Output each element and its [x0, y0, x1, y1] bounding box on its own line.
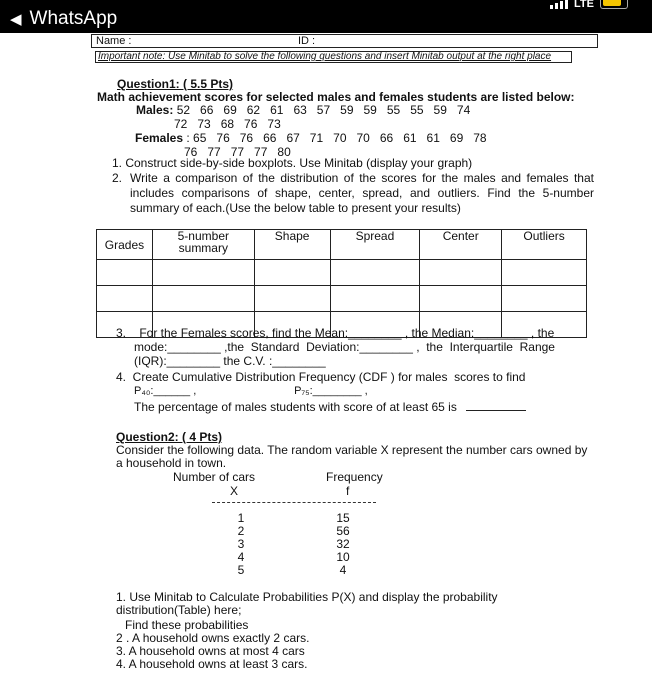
f-values [332, 512, 354, 577]
question-3-line2: mode:________ ,the Standard Deviation:________ , the Interquartile Range [134, 340, 555, 354]
dashed-divider [212, 502, 376, 503]
table-header-center: Center [420, 230, 502, 260]
table-cell[interactable] [152, 260, 254, 286]
signal-icon [550, 0, 568, 9]
network-label: LTE [574, 0, 594, 10]
answer-blank[interactable] [466, 400, 526, 411]
name-label: Name : [96, 35, 132, 47]
x-values [236, 512, 246, 577]
females-scores-line1 [135, 131, 487, 145]
table-cell[interactable] [502, 260, 587, 286]
table-row [97, 260, 587, 286]
females-values-1: : 65 76 76 66 67 71 70 70 66 61 61 69 78 [186, 131, 487, 145]
probability-item-2: 2 . A household owns exactly 2 cars. [116, 631, 310, 645]
item-2-number: 2. [112, 171, 123, 185]
table-header-shape: Shape [254, 230, 330, 260]
battery-icon [600, 0, 628, 9]
find-probabilities: Find these probabilities [125, 618, 249, 632]
back-label: WhatsApp [29, 8, 118, 29]
f-symbol: f [346, 484, 350, 498]
probability-item-3: 3. A household owns at most 4 cars [116, 644, 305, 658]
question-4-percentiles: P₄₀:______ , P₇₅:________ , [134, 385, 368, 397]
status-nav-bar [0, 0, 652, 33]
f-value: 4 [339, 563, 347, 577]
f-value: 56 [336, 524, 350, 538]
question2-heading: Question2: ( 4 Pts) [116, 430, 223, 444]
males-scores-line1 [136, 103, 470, 117]
table-header-spread: Spread [330, 230, 420, 260]
f-value: 10 [336, 550, 350, 564]
item-2-text: Write a comparison of the distribution of the scores for the males and females that includes comparisons of shape, center, spread, and outliers. Find the 5-number summary of each.(Use the below table to present your results) [130, 171, 594, 215]
table-header-5num: 5-number summary [152, 230, 254, 260]
question-3-line1: 3. For the Females scores, find the Mean:________ , the Median:________ , the [116, 326, 555, 340]
females-values-2: 76 77 77 77 80 [184, 145, 291, 159]
percentage-text: The percentage of males students with score of at least 65 is [134, 400, 457, 414]
table-gap [97, 286, 587, 312]
results-table [96, 229, 587, 338]
question2-text: Consider the following data. The random variable X represent the number cars owned by a household in town. [116, 443, 588, 470]
document-page[interactable] [0, 33, 652, 700]
x-value: 3 [237, 537, 245, 551]
back-arrow-icon: ◀ [10, 11, 22, 28]
f-value: 15 [336, 511, 350, 525]
cars-column-header: Number of cars [173, 470, 256, 484]
question1-subtitle: Math achievement scores for selected males and females students are listed below: [97, 90, 575, 104]
question-4-text: 4. Create Cumulative Distribution Frequency (CDF ) for males scores to find [116, 370, 526, 384]
item-1: 1. Construct side-by-side boxplots. Use Minitab (display your graph) [112, 156, 473, 170]
males-values-1: 52 66 69 62 61 63 57 59 59 55 55 59 74 [176, 103, 471, 117]
question-3-line3: (IQR):________ the C.V. :________ [134, 354, 326, 368]
x-symbol: X [230, 484, 239, 498]
f-value: 32 [336, 537, 350, 551]
question-4-percentage [134, 400, 526, 414]
question1-heading: Question1: ( 5.5 Pts) [117, 77, 234, 91]
females-label: Females [135, 131, 184, 145]
frequency-column-header: Frequency [326, 470, 383, 484]
males-label: Males: [136, 103, 174, 117]
back-button[interactable] [10, 8, 117, 30]
males-values-2: 72 73 68 76 73 [174, 117, 281, 131]
table-cell[interactable] [420, 260, 502, 286]
probability-instruction: 1. Use Minitab to Calculate Probabilities P(X) and display the probability distribution(Table) here; [116, 590, 498, 617]
name-id-box [91, 34, 598, 48]
x-value: 1 [237, 511, 245, 525]
table-header-grades: Grades [97, 230, 153, 260]
status-icons [550, 0, 628, 10]
x-value: 4 [237, 550, 245, 564]
table-cell[interactable] [97, 260, 153, 286]
table-cell[interactable] [330, 260, 420, 286]
important-note: Important note: Use Minitab to solve the following questions and insert Minitab output at the right place [95, 51, 572, 63]
x-value: 2 [237, 524, 245, 538]
id-label: ID : [298, 35, 316, 47]
probability-item-4: 4. A household owns at least 3 cars. [116, 657, 308, 671]
table-cell[interactable] [254, 260, 330, 286]
table-header-outliers: Outliers [502, 230, 587, 260]
x-value: 5 [237, 563, 245, 577]
